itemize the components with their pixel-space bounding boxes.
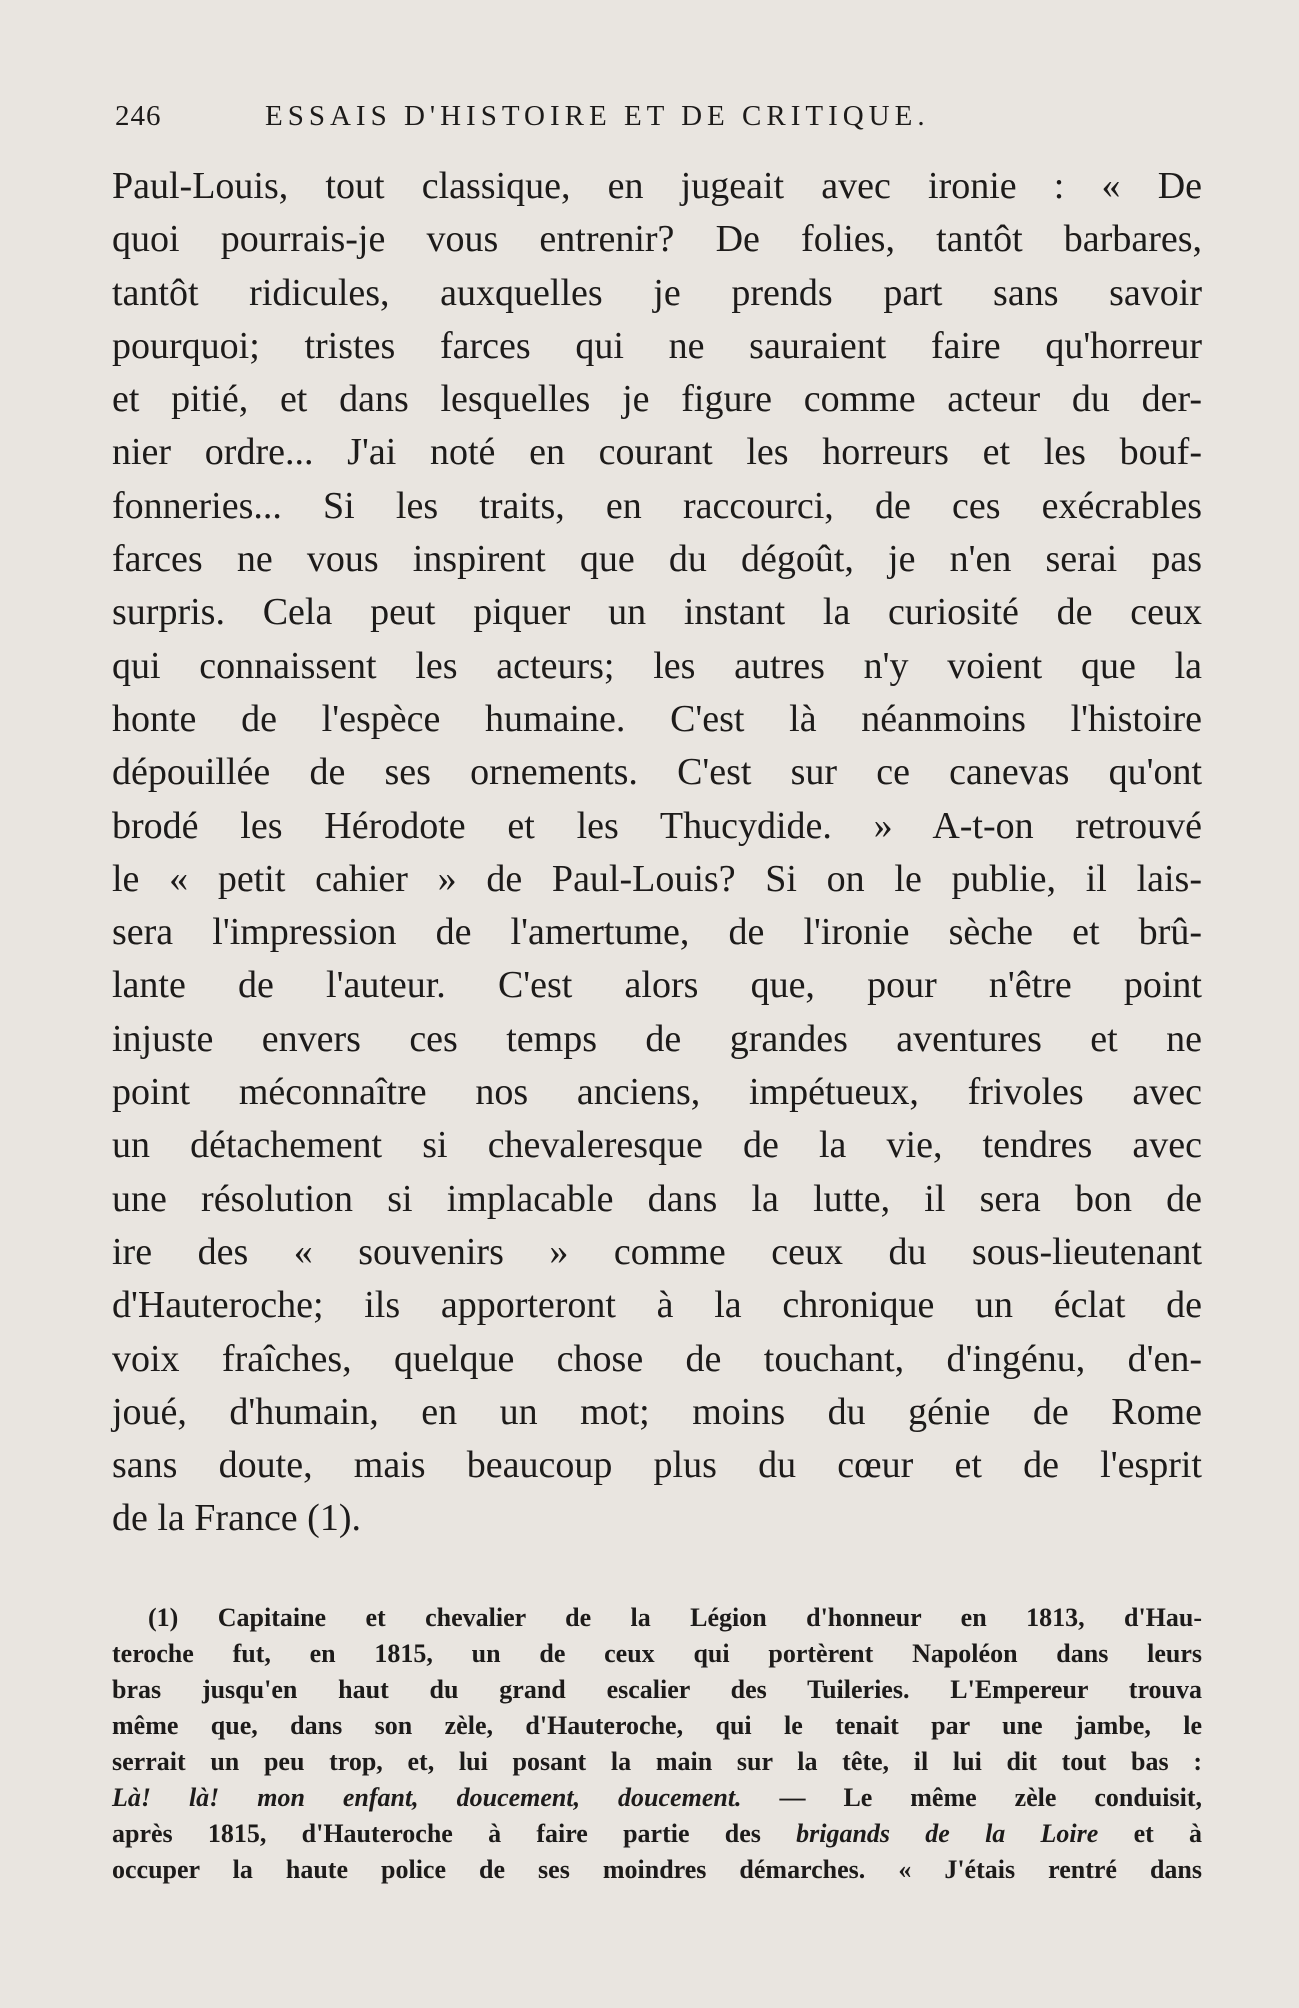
body-line: sera l'impression de l'amertume, de l'ironie sèche et brû- [112, 911, 1202, 954]
footnote-italic: brigands de la Loire [796, 1819, 1099, 1848]
body-line: nier ordre... J'ai noté en courant les horreurs et les bouf- [112, 431, 1202, 474]
body-line: lante de l'auteur. C'est alors que, pour n'être point [112, 964, 1202, 1007]
body-line: pourquoi; tristes farces qui ne sauraient faire qu'horreur [112, 324, 1202, 367]
body-line: tantôt ridicules, auxquelles je prends part sans savoir [112, 271, 1202, 314]
footnote-line: serrait un peu trop, et, lui posant la main sur la tête, il lui dit tout bas : [112, 1747, 1202, 1776]
body-line: ire des « souvenirs » comme ceux du sous-lieutenant [112, 1230, 1202, 1273]
body-line: surpris. Cela peut piquer un instant la curiosité de ceux [112, 591, 1202, 634]
footnote-text: Capitaine et chevalier de la Légion d'honneur en 1813, d'Hau- [217, 1603, 1203, 1632]
footnote-text: après 1815, d'Hauteroche à faire partie des [112, 1819, 761, 1848]
body-text [112, 160, 1202, 1546]
running-title: ESSAIS D'HISTOIRE ET DE CRITIQUE. [265, 100, 930, 132]
footnote-line [112, 1600, 1202, 1636]
footnote-line: occuper la haute police de ses moindres démarches. « J'étais rentré dans [112, 1855, 1202, 1884]
body-line: sans doute, mais beaucoup plus du cœur et de l'esprit [112, 1444, 1202, 1487]
body-line: honte de l'espèce humaine. C'est là néanmoins l'histoire [112, 697, 1202, 740]
body-line: le « petit cahier » de Paul-Louis? Si on le publie, il lais- [112, 857, 1202, 900]
body-line: voix fraîches, quelque chose de touchant, d'ingénu, d'en- [112, 1337, 1202, 1380]
footnote-line: même que, dans son zèle, d'Hauteroche, qui le tenait par une jambe, le [112, 1711, 1202, 1740]
running-head [115, 100, 1065, 140]
footnote-text: et à [1133, 1819, 1203, 1848]
footnote-line: bras jusqu'en haut du grand escalier des Tuileries. L'Empereur trouva [112, 1675, 1202, 1704]
body-line: un détachement si chevaleresque de la vie, tendres avec [112, 1124, 1202, 1167]
body-line: injuste envers ces temps de grandes aventures et ne [112, 1017, 1202, 1060]
footnote-line [112, 1780, 1202, 1816]
body-line: point méconnaître nos anciens, impétueux, frivoles avec [112, 1071, 1202, 1114]
page-number: 246 [115, 100, 162, 132]
footnote-line: teroche fut, en 1815, un de ceux qui portèrent Napoléon dans leurs [112, 1639, 1202, 1668]
body-line: et pitié, et dans lesquelles je figure comme acteur du der- [112, 378, 1202, 421]
body-line: qui connaissent les acteurs; les autres n'y voient que la [112, 644, 1202, 687]
footnote-text: — Le même zèle conduisit, [779, 1783, 1203, 1812]
body-line: dépouillée de ses ornements. C'est sur ce canevas qu'ont [112, 751, 1202, 794]
body-line: joué, d'humain, en un mot; moins du génie de Rome [112, 1390, 1202, 1433]
body-line: brodé les Hérodote et les Thucydide. » A-t-on retrouvé [112, 804, 1202, 847]
body-line: quoi pourrais-je vous entrenir? De folies, tantôt barbares, [112, 218, 1202, 261]
footnote-marker: (1) [148, 1603, 179, 1632]
footnote-line [112, 1816, 1202, 1852]
body-line-last: de la France (1). [112, 1497, 361, 1540]
body-line: fonneries... Si les traits, en raccourci, de ces exécrables [112, 484, 1202, 527]
footnote-italic: Là! là! mon enfant, doucement, doucement. [112, 1783, 742, 1812]
body-line: une résolution si implacable dans la lutte, il sera bon de [112, 1177, 1202, 1220]
body-line: Paul-Louis, tout classique, en jugeait avec ironie : « De [112, 165, 1202, 207]
footnote [112, 1600, 1202, 1888]
body-line: farces ne vous inspirent que du dégoût, je n'en serai pas [112, 538, 1202, 581]
body-line: d'Hauteroche; ils apporteront à la chronique un éclat de [112, 1284, 1202, 1327]
